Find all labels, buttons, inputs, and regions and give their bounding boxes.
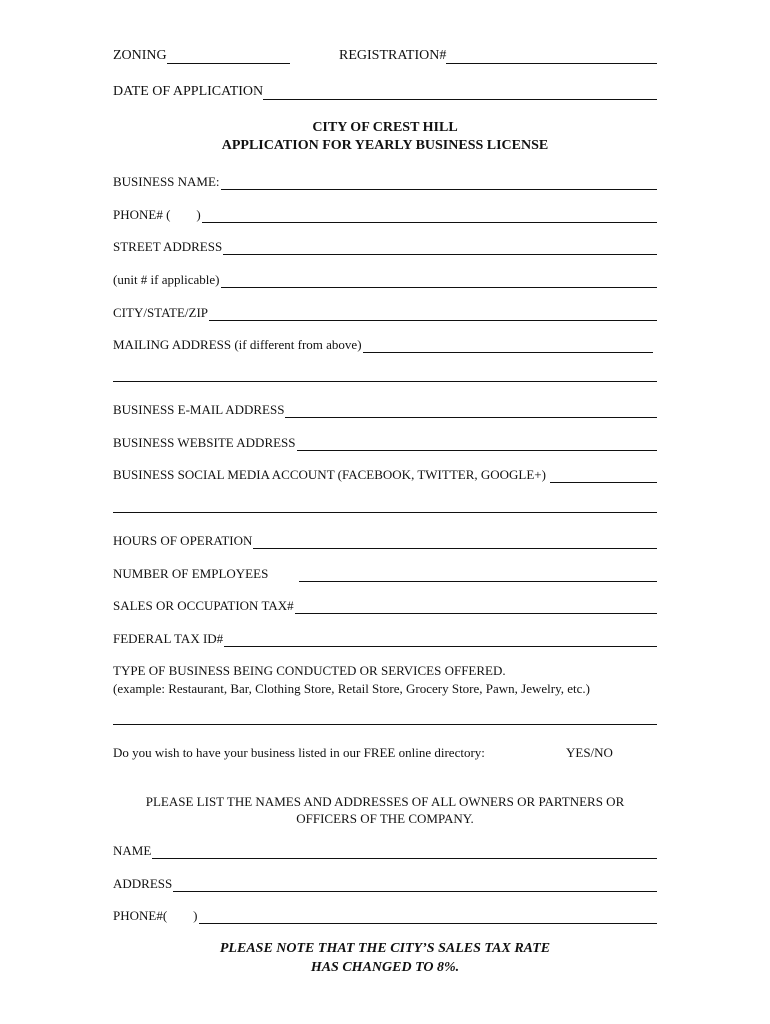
zoning-label: ZONING: [113, 48, 167, 63]
registration-label: REGISTRATION#: [339, 48, 447, 63]
business-name-label: BUSINESS NAME:: [113, 174, 220, 189]
business-type-line[interactable]: [113, 724, 657, 725]
hours-line[interactable]: [253, 536, 657, 549]
city-state-zip-label: CITY/STATE/ZIP: [113, 305, 209, 320]
employees-line[interactable]: [299, 569, 657, 582]
social-media-line[interactable]: [550, 470, 657, 483]
registration-line[interactable]: [446, 50, 657, 64]
owner-name-label: NAME: [113, 843, 152, 858]
owner-address-field[interactable]: [113, 876, 657, 892]
hours-field[interactable]: [113, 533, 657, 549]
unit-line[interactable]: [221, 275, 658, 288]
owner-name-line[interactable]: [152, 846, 657, 859]
owner-phone-label: PHONE#( ): [113, 908, 198, 923]
federal-tax-field[interactable]: [113, 631, 657, 647]
mailing-address-line[interactable]: [363, 340, 653, 353]
business-type-label: TYPE OF BUSINESS BEING CONDUCTED OR SERVICES OFFERED.: [113, 663, 506, 678]
sales-tax-field[interactable]: [113, 598, 657, 614]
owner-phone-field[interactable]: [113, 908, 657, 924]
email-field[interactable]: [113, 402, 657, 418]
zoning-field[interactable]: [113, 48, 290, 64]
city-state-zip-field[interactable]: [113, 305, 657, 321]
title-application: APPLICATION FOR YEARLY BUSINESS LICENSE: [221, 138, 549, 153]
phone-field[interactable]: [113, 207, 657, 223]
street-address-label: STREET ADDRESS: [113, 239, 223, 254]
business-name-line[interactable]: [221, 177, 657, 190]
employees-label: NUMBER OF EMPLOYEES: [113, 566, 285, 581]
phone-line[interactable]: [202, 210, 657, 223]
owner-address-label: ADDRESS: [113, 876, 173, 891]
date-field[interactable]: [113, 84, 657, 100]
unit-label: (unit # if applicable): [113, 272, 220, 287]
date-line[interactable]: [263, 86, 657, 100]
social-media-line-2[interactable]: [113, 512, 657, 513]
website-line[interactable]: [297, 438, 657, 451]
business-type-example: (example: Restaurant, Bar, Clothing Store, Retail Store, Grocery Store, Pawn, Jewelry, etc.): [113, 681, 590, 696]
date-label: DATE OF APPLICATION: [113, 84, 264, 99]
federal-tax-label: FEDERAL TAX ID#: [113, 631, 224, 646]
mailing-address-line-2[interactable]: [113, 381, 657, 382]
sales-tax-notice-2: HAS CHANGED TO 8%.: [310, 960, 460, 975]
federal-tax-line[interactable]: [224, 634, 657, 647]
website-field[interactable]: [113, 435, 657, 451]
owner-phone-line[interactable]: [199, 911, 658, 924]
owners-instruction-2: OFFICERS OF THE COMPANY.: [296, 811, 474, 826]
social-media-label: BUSINESS SOCIAL MEDIA ACCOUNT (FACEBOOK, TWITTER, GOOGLE+): [113, 467, 550, 482]
phone-label: PHONE# ( ): [113, 207, 201, 222]
registration-field[interactable]: [339, 48, 657, 64]
owner-address-line[interactable]: [173, 879, 657, 892]
social-media-field[interactable]: [113, 467, 657, 483]
mailing-address-label: MAILING ADDRESS (if different from above): [113, 337, 362, 352]
sales-tax-label: SALES OR OCCUPATION TAX#: [113, 598, 294, 613]
employees-field[interactable]: [113, 566, 657, 582]
directory-question: Do you wish to have your business listed in our FREE online directory:: [113, 745, 485, 760]
email-label: BUSINESS E-MAIL ADDRESS: [113, 402, 285, 417]
sales-tax-line[interactable]: [295, 601, 657, 614]
zoning-line[interactable]: [167, 50, 290, 64]
unit-field[interactable]: [113, 272, 657, 288]
directory-answer[interactable]: YES/NO: [566, 745, 613, 760]
city-state-zip-line[interactable]: [209, 308, 657, 321]
street-address-field[interactable]: [113, 239, 657, 255]
street-address-line[interactable]: [223, 242, 657, 255]
sales-tax-notice: PLEASE NOTE THAT THE CITY’S SALES TAX RATE: [219, 941, 551, 956]
owners-instruction: PLEASE LIST THE NAMES AND ADDRESSES OF ALL OWNERS OR PARTNERS OR: [145, 794, 625, 809]
mailing-address-field[interactable]: [113, 337, 653, 353]
title-city: CITY OF CREST HILL: [312, 120, 458, 135]
business-name-field[interactable]: [113, 174, 657, 190]
email-line[interactable]: [285, 405, 657, 418]
owner-name-field[interactable]: [113, 843, 657, 859]
hours-label: HOURS OF OPERATION: [113, 533, 253, 548]
website-label: BUSINESS WEBSITE ADDRESS: [113, 435, 296, 450]
